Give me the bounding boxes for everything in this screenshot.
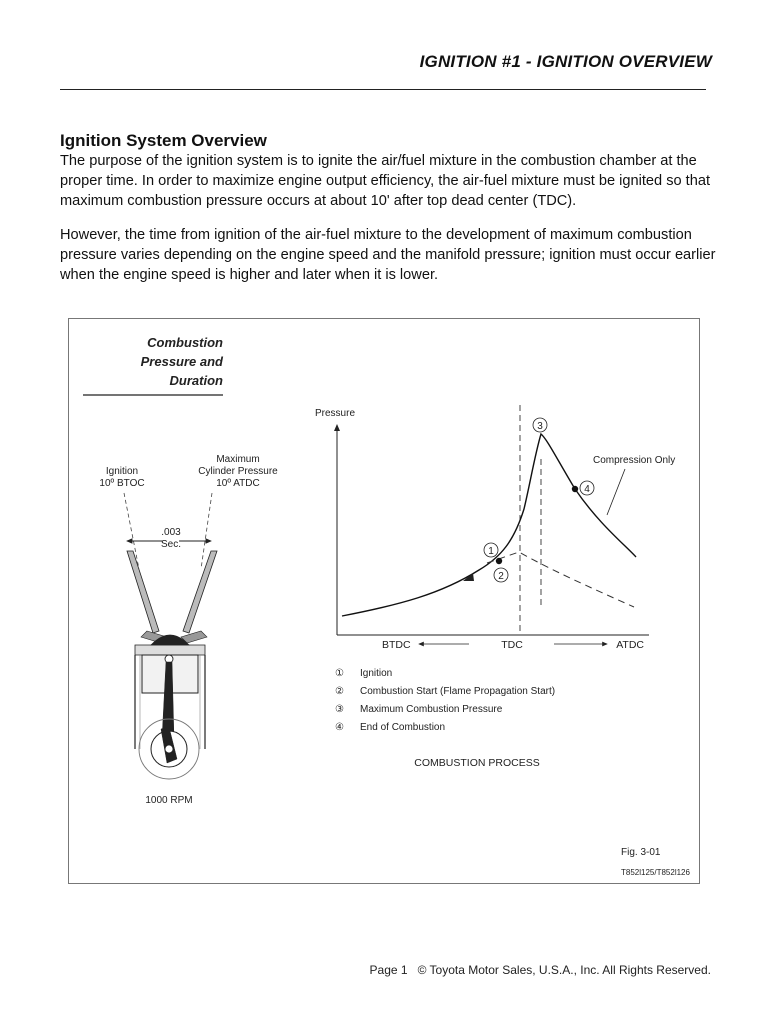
figure-caption: COMBUSTION PROCESS <box>414 757 540 769</box>
legend-num-4: ④ <box>335 722 344 733</box>
curve-direction-arrow <box>463 573 474 581</box>
page-number: Page 1 <box>369 963 408 977</box>
figure-title-line-3: Duration <box>169 373 223 388</box>
compression-only-label: Compression Only <box>593 455 676 466</box>
ignition-point <box>496 558 502 564</box>
marker-1: 1 <box>488 546 494 557</box>
ignition-label-line-1: Ignition <box>105 466 139 477</box>
legend-text-4: End of Combustion <box>360 722 446 733</box>
marker-4: 4 <box>584 484 590 495</box>
legend-text-1: Ignition <box>360 668 393 679</box>
max-pressure-label-line-1: Maximum <box>216 454 260 465</box>
x-label-btdc: BTDC <box>382 639 411 651</box>
page-footer <box>370 963 711 977</box>
ignition-label-line-2: 10º BTOC <box>99 478 145 489</box>
header-divider <box>60 89 706 90</box>
figure-title-line-2: Pressure and <box>140 354 223 369</box>
max-pressure-label-line-3: 10º ATDC <box>216 478 260 489</box>
legend-num-3: ③ <box>335 704 344 715</box>
legend-num-1: ① <box>335 668 344 679</box>
marker-2: 2 <box>498 571 504 582</box>
graph-legend <box>335 668 555 733</box>
compression-only-curve <box>487 552 634 607</box>
combustion-pressure-curve <box>342 434 636 616</box>
compression-only-leader <box>607 469 625 515</box>
legend-num-2: ② <box>335 686 344 697</box>
legend-text-2: Combustion Start (Flame Propagation Start) <box>360 686 556 697</box>
x-label-atdc: ATDC <box>616 639 644 651</box>
section-title: Ignition System Overview <box>60 131 267 150</box>
engine-cylinder-illustration <box>127 551 217 779</box>
x-label-tdc: TDC <box>501 639 523 651</box>
intro-paragraph: The purpose of the ignition system is to ignite the air/fuel mixture in the combustion chamber at the proper time. In order to maximize engine output efficiency, the air-fuel mixture must be ignited so that maximum combustion pressure occurs at about 10' after top dead center (TDC). <box>60 153 711 209</box>
end-of-combustion-point <box>572 486 578 492</box>
figure-code: T852l125/T852l126 <box>621 868 690 877</box>
pressure-graph <box>315 405 675 651</box>
figure-drawing <box>69 319 699 883</box>
figure-title <box>141 335 224 388</box>
figure-number: Fig. 3-01 <box>621 847 661 858</box>
rpm-label: 1000 RPM <box>145 795 193 806</box>
duration-label-line-2: Sec. <box>160 539 182 550</box>
figure-combustion-process <box>68 318 700 884</box>
duration-label-line-1: .003 <box>161 527 181 538</box>
figure-title-line-1: Combustion <box>147 335 223 350</box>
page-header-title: IGNITION #1 - IGNITION OVERVIEW <box>419 52 712 71</box>
graph-y-label: Pressure <box>315 408 356 419</box>
copyright-notice: © Toyota Motor Sales, U.S.A., Inc. All Rights Reserved. <box>417 963 711 977</box>
max-pressure-label-line-2: Cylinder Pressure <box>198 466 278 477</box>
timing-paragraph: However, the time from ignition of the air-fuel mixture to the development of maximum combustion pressure varies depending on the engine speed and the manifold pressure; ignition must occur earlier when the engine speed is higher and later when it is lower. <box>60 227 716 283</box>
marker-3: 3 <box>537 421 543 432</box>
legend-text-3: Maximum Combustion Pressure <box>360 704 503 715</box>
